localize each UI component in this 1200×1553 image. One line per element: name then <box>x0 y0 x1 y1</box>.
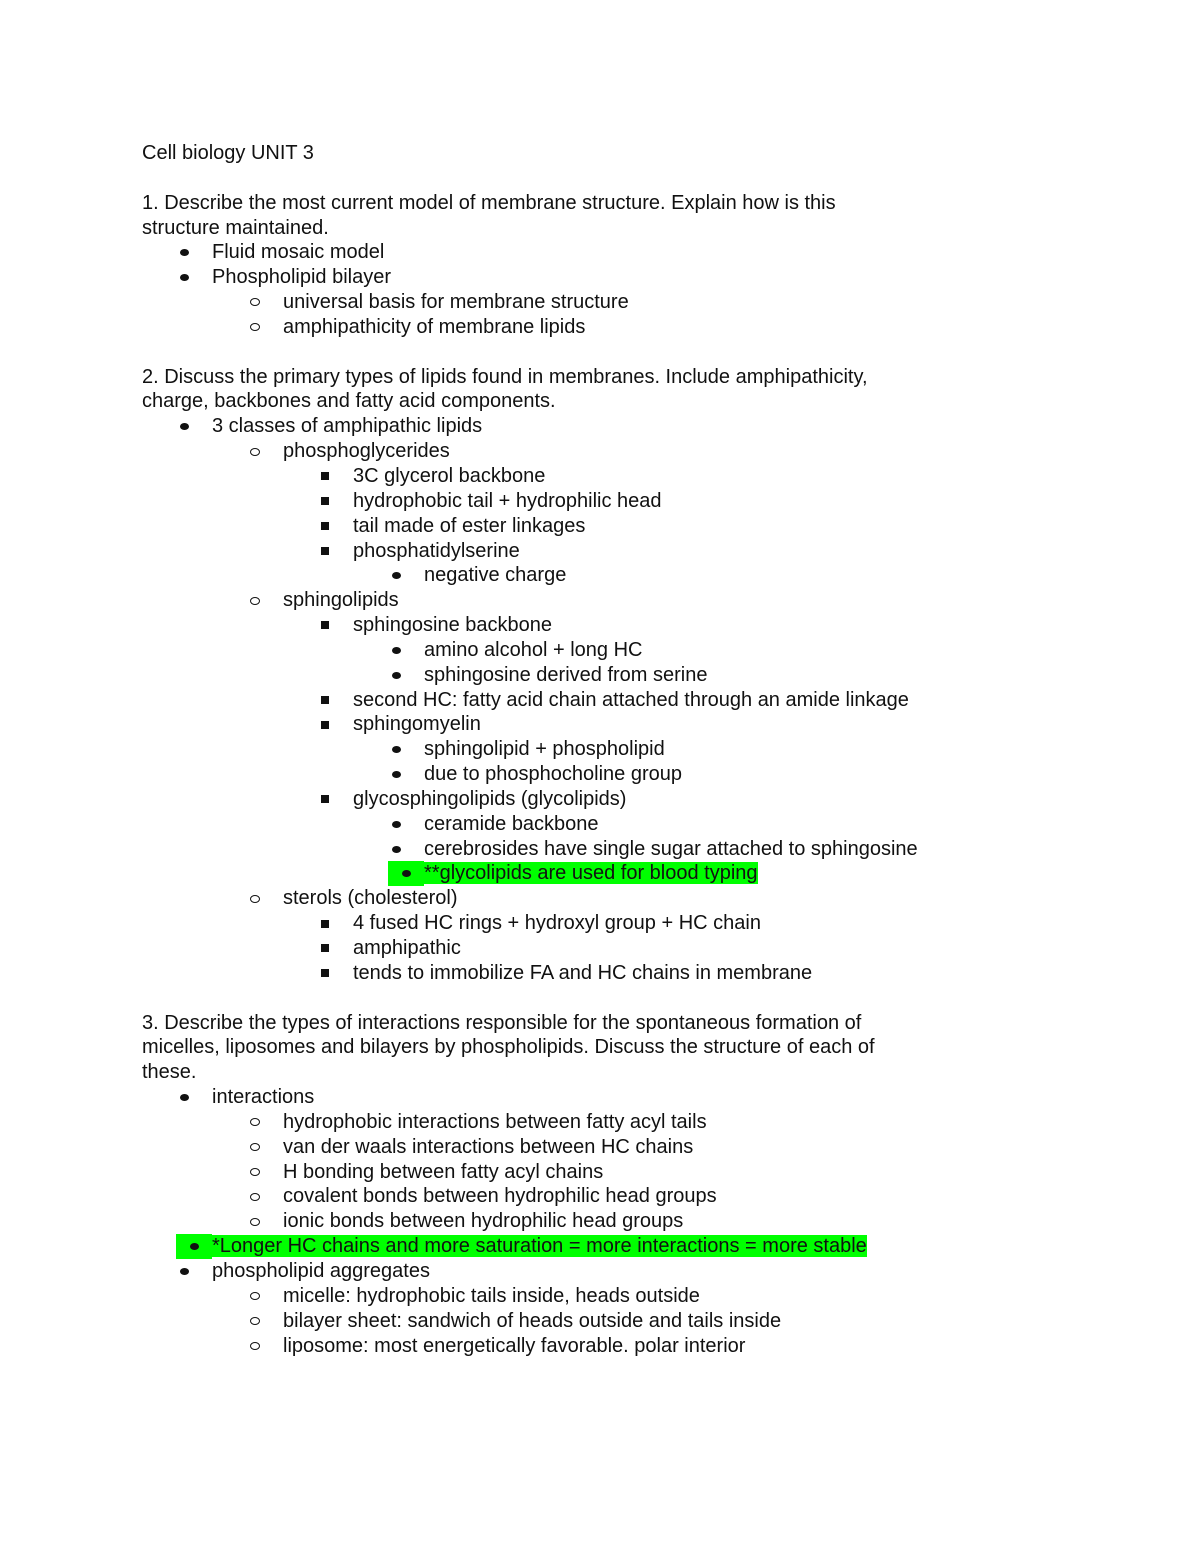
bullet-square-icon <box>317 787 333 812</box>
bullet-circle-icon <box>247 315 263 340</box>
spacer <box>142 166 1102 191</box>
question-1: 1. Describe the most current model of membrane structure. Explain how is this structure maintained. <box>142 191 836 239</box>
bullet-circle-icon <box>247 290 263 315</box>
spacer <box>142 986 1102 1011</box>
list-item: phosphoglycerides <box>142 439 1102 464</box>
list-item: 3C glycerol backbone <box>142 464 1102 489</box>
bullet-disc-icon <box>388 837 404 862</box>
bullet-circle-icon <box>247 886 263 911</box>
bullet-square-icon <box>317 464 333 489</box>
bullet-circle-icon <box>247 588 263 613</box>
list-item: universal basis for membrane structure <box>142 290 1102 315</box>
list-item: negative charge <box>142 563 1102 588</box>
bullet-circle-icon <box>247 1209 263 1234</box>
bullet-disc-icon <box>388 663 404 688</box>
bullet-square-icon <box>317 936 333 961</box>
list-item: phospholipid aggregates <box>142 1259 1102 1284</box>
highlighted-list-item <box>142 861 1102 886</box>
bullet-disc-icon <box>388 737 404 762</box>
highlighted-list-item <box>142 1234 1102 1259</box>
list-item: van der waals interactions between HC chains <box>142 1135 1102 1160</box>
list-item: hydrophobic tail + hydrophilic head <box>142 489 1102 514</box>
bullet-circle-icon <box>247 1110 263 1135</box>
list-item: tends to immobilize FA and HC chains in membrane <box>142 961 1102 986</box>
document-body <box>142 141 1102 1358</box>
list-item: amino alcohol + long HC <box>142 638 1102 663</box>
list-item: 4 fused HC rings + hydroxyl group + HC chain <box>142 911 1102 936</box>
bullet-square-icon <box>317 712 333 737</box>
bullet-square-icon <box>317 961 333 986</box>
document-title: Cell biology UNIT 3 <box>142 142 314 164</box>
list-item: Phospholipid bilayer <box>142 265 1102 290</box>
list-item: sterols (cholesterol) <box>142 886 1102 911</box>
highlighted-text: **glycolipids are used for blood typing <box>424 862 758 885</box>
highlighted-text: *Longer HC chains and more saturation = more interactions = more stable <box>212 1235 867 1258</box>
bullet-square-icon <box>317 911 333 936</box>
bullet-disc-icon <box>388 812 404 837</box>
bullet-square-icon <box>317 539 333 564</box>
bullet-disc-icon <box>176 265 192 290</box>
list-item: due to phosphocholine group <box>142 762 1102 787</box>
list-item: sphingomyelin <box>142 712 1102 737</box>
bullet-disc-icon <box>176 414 192 439</box>
list-item: sphingosine derived from serine <box>142 663 1102 688</box>
list-item: glycosphingolipids (glycolipids) <box>142 787 1102 812</box>
list-item: sphingolipids <box>142 588 1102 613</box>
bullet-square-icon <box>317 514 333 539</box>
question-3: 3. Describe the types of interactions responsible for the spontaneous formation of micelles, liposomes and bilayers by phospholipids. Discuss the structure of each of these. <box>142 1011 875 1084</box>
bullet-circle-icon <box>247 1184 263 1209</box>
list-item: bilayer sheet: sandwich of heads outside and tails inside <box>142 1309 1102 1334</box>
list-item: amphipathic <box>142 936 1102 961</box>
list-item: ionic bonds between hydrophilic head groups <box>142 1209 1102 1234</box>
bullet-disc-icon <box>388 638 404 663</box>
bullet-circle-icon <box>247 439 263 464</box>
bullet-square-icon <box>317 688 333 713</box>
list-item: phosphatidylserine <box>142 539 1102 564</box>
list-item: Fluid mosaic model <box>142 240 1102 265</box>
question-2: 2. Discuss the primary types of lipids found in membranes. Include amphipathicity, charge, backbones and fatty acid components. <box>142 365 868 413</box>
list-item: ceramide backbone <box>142 812 1102 837</box>
bullet-circle-icon <box>247 1309 263 1334</box>
spacer <box>142 340 1102 365</box>
list-item: 3 classes of amphipathic lipids <box>142 414 1102 439</box>
bullet-disc-icon <box>176 1085 192 1110</box>
list-item: tail made of ester linkages <box>142 514 1102 539</box>
list-item: cerebrosides have single sugar attached to sphingosine <box>142 837 1102 862</box>
bullet-disc-icon <box>176 240 192 265</box>
bullet-disc-icon <box>176 1234 212 1259</box>
bullet-disc-icon <box>388 563 404 588</box>
bullet-circle-icon <box>247 1135 263 1160</box>
list-item: micelle: hydrophobic tails inside, heads outside <box>142 1284 1102 1309</box>
list-item: liposome: most energetically favorable. polar interior <box>142 1334 1102 1359</box>
list-item: covalent bonds between hydrophilic head groups <box>142 1184 1102 1209</box>
list-item: interactions <box>142 1085 1102 1110</box>
bullet-circle-icon <box>247 1284 263 1309</box>
bullet-disc-icon <box>388 762 404 787</box>
list-item: sphingolipid + phospholipid <box>142 737 1102 762</box>
list-item: hydrophobic interactions between fatty acyl tails <box>142 1110 1102 1135</box>
bullet-square-icon <box>317 613 333 638</box>
bullet-circle-icon <box>247 1334 263 1359</box>
list-item: H bonding between fatty acyl chains <box>142 1160 1102 1185</box>
bullet-disc-icon <box>176 1259 192 1284</box>
list-item: sphingosine backbone <box>142 613 1102 638</box>
list-item: second HC: fatty acid chain attached through an amide linkage <box>142 688 1102 713</box>
bullet-disc-icon <box>388 861 424 886</box>
bullet-square-icon <box>317 489 333 514</box>
list-item: amphipathicity of membrane lipids <box>142 315 1102 340</box>
bullet-circle-icon <box>247 1160 263 1185</box>
